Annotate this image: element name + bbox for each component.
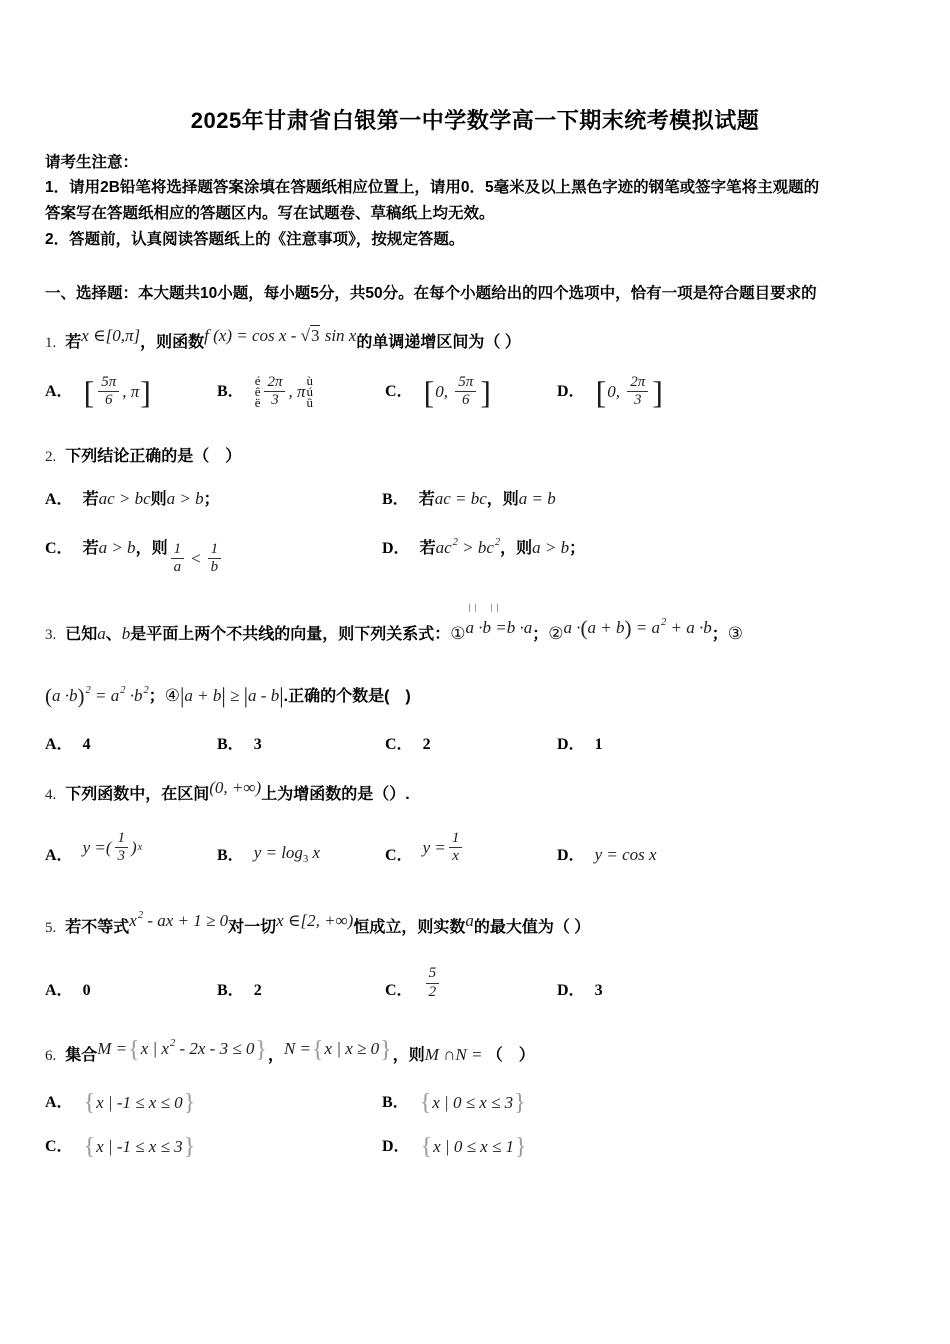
question-1-options xyxy=(45,374,950,410)
formula-part: , π xyxy=(122,381,140,401)
option-c xyxy=(385,965,557,1001)
stem-text: 的最大值为（ ） xyxy=(473,919,591,937)
question-6-stem xyxy=(45,1027,905,1073)
question-2-stem xyxy=(45,440,905,474)
option-text: ； xyxy=(569,539,586,557)
formula: y = cos x xyxy=(594,845,657,865)
formula-part: , π xyxy=(288,381,306,401)
formula: a > b xyxy=(166,488,204,508)
formula: ac = bc xyxy=(434,488,487,508)
fraction-denominator: 6 xyxy=(98,391,119,409)
abs-bar: | xyxy=(243,683,249,709)
option-label: B． xyxy=(217,982,244,1000)
option-label: B． xyxy=(382,1093,409,1111)
formula-part: f (x) = cos x - xyxy=(204,326,301,345)
formula-part: ac xyxy=(435,537,452,557)
brace: } xyxy=(255,1036,267,1063)
option-value: 2 xyxy=(253,982,262,1000)
option-text: ，则 xyxy=(486,490,519,508)
fraction xyxy=(627,374,648,410)
glyph: û xyxy=(306,395,314,411)
option-text: ； xyxy=(203,490,220,508)
option-label: A． xyxy=(45,982,73,1000)
question-4-stem xyxy=(45,771,905,812)
option-label: D． xyxy=(382,1137,410,1155)
formula xyxy=(83,830,143,866)
formula: ac > bc xyxy=(98,488,151,508)
superscript: 2 xyxy=(452,536,458,548)
stem-text: 集合 xyxy=(65,1046,98,1064)
option-d xyxy=(557,845,950,865)
superscript: x xyxy=(137,842,143,854)
option-c xyxy=(385,374,557,410)
fraction-denominator: 6 xyxy=(455,391,476,409)
superscript: 2 xyxy=(661,617,667,629)
option-value: 0 xyxy=(82,982,91,1000)
formula-part: 0, xyxy=(435,381,453,401)
formula-part: a ·b xyxy=(52,686,78,706)
notice-line-2: 答案写在答题纸相应的答题区内。写在试题卷、草稿纸上均无效。 xyxy=(45,205,495,222)
option-label: C． xyxy=(45,1137,73,1155)
formula-part: ) xyxy=(131,837,137,857)
notice-line-1: 1．请用2B铅笔将选择题答案涂填在答题纸相应位置上，请用0．5毫米及以上黑色字迹的钢笔或签字笔将主观题的 xyxy=(45,179,820,196)
option-label: D． xyxy=(557,736,585,754)
superscript: 2 xyxy=(143,685,149,697)
option-label: C． xyxy=(385,736,413,754)
formula-part: x xyxy=(308,843,320,863)
option-value: 1 xyxy=(594,736,603,754)
formula: a > b xyxy=(98,537,136,557)
option-label: C． xyxy=(385,846,413,864)
formula-part: x | x xyxy=(140,1038,169,1058)
question-5-options xyxy=(45,965,950,1001)
option-label: A． xyxy=(45,1093,73,1111)
option-c xyxy=(45,535,382,577)
corrupted-bracket-left xyxy=(254,373,261,411)
stem-text: 若不等式 xyxy=(65,919,130,937)
option-d xyxy=(557,982,950,1000)
formula xyxy=(436,537,501,558)
option-c xyxy=(45,1133,382,1160)
formula-part: a + b xyxy=(184,686,222,706)
option-a xyxy=(45,736,217,754)
paren: ) xyxy=(624,616,632,641)
fraction-denominator: 3 xyxy=(115,847,129,865)
formula xyxy=(254,843,320,865)
formula-part: y = xyxy=(422,837,446,857)
formula: a > b xyxy=(532,537,570,557)
formula-part: = a xyxy=(631,618,661,638)
stem-text: ； xyxy=(532,626,549,644)
option-text: 若 xyxy=(418,490,435,508)
fraction-numerator: 1 xyxy=(210,540,219,557)
formula-part: x | x ≥ 0 xyxy=(324,1038,380,1058)
option-label: B． xyxy=(217,736,244,754)
option-text: ，则 xyxy=(500,539,533,557)
formula-part: > bc xyxy=(457,537,494,557)
question-3-options xyxy=(45,736,950,754)
option-label: D． xyxy=(557,382,585,400)
brace: { xyxy=(312,1036,324,1063)
option-b xyxy=(217,736,385,754)
option-a xyxy=(45,830,217,866)
circled-number-1: ① xyxy=(450,624,466,644)
formula-part: a · xyxy=(563,618,581,638)
formula xyxy=(423,830,466,866)
formula xyxy=(129,911,228,930)
circled-number-2: ② xyxy=(548,624,564,644)
question-6 xyxy=(0,1027,950,1160)
formula: b xyxy=(121,624,131,644)
question-number: 5. xyxy=(45,920,57,937)
formula-part: x | 0 ≤ x ≤ 3 xyxy=(432,1092,514,1112)
option-label: A． xyxy=(45,382,73,400)
formula: x ∈[0,π] xyxy=(81,326,141,345)
fraction-numerator: 2π xyxy=(267,374,283,390)
page-title: 2025年甘肃省白银第一中学数学高一下期末统考模拟试题 xyxy=(190,108,760,133)
stem-text: 若 xyxy=(65,334,82,351)
formula-part: - ax + 1 ≥ 0 xyxy=(143,911,229,931)
option-a xyxy=(45,486,382,509)
radicand: 3 xyxy=(310,326,320,345)
fraction xyxy=(455,374,476,410)
formula-part: a + b xyxy=(587,618,625,638)
glyph: ë xyxy=(254,395,261,411)
question-2 xyxy=(0,440,950,577)
formula-part: + a ·b xyxy=(666,618,712,638)
option-b xyxy=(217,374,385,410)
question-number: 6. xyxy=(45,1047,57,1064)
notice-header: 请考生注意： xyxy=(45,154,139,171)
option-label: C． xyxy=(385,982,413,1000)
option-label: C． xyxy=(45,539,73,557)
question-2-options-row-1 xyxy=(45,486,950,509)
option-c xyxy=(385,736,557,754)
option-d xyxy=(382,535,950,558)
stem-text: 是平面上两个不共线的向量，则下列关系式： xyxy=(130,626,451,644)
superscript: 2 xyxy=(494,536,501,548)
fraction-numerator: 5π xyxy=(101,374,117,390)
formula xyxy=(168,541,225,577)
circled-number-4: ④ xyxy=(164,686,180,706)
question-3-stem-line-1 xyxy=(45,602,905,652)
question-2-options-row-2 xyxy=(45,535,950,577)
fraction-denominator: x xyxy=(449,847,463,865)
formula: M ∩N = xyxy=(424,1044,487,1064)
option-b xyxy=(217,843,385,865)
paren: ( xyxy=(580,616,588,641)
formula: a = b xyxy=(518,488,556,508)
formula xyxy=(204,325,356,345)
option-a xyxy=(45,1089,382,1116)
stem-text: .正确的个数是( ) xyxy=(283,688,411,706)
question-4-options xyxy=(45,830,950,866)
option-text: 若 xyxy=(82,539,99,557)
abs-bar: | xyxy=(221,683,226,709)
fraction xyxy=(449,830,463,866)
formula: [ $\frac{5\pi}{6}$ , π ] xyxy=(83,373,151,410)
fraction-denominator: 3 xyxy=(264,391,285,409)
formula: x ∈[2, +∞) xyxy=(276,911,354,931)
vector-ticks: | | | | xyxy=(468,602,500,613)
option-label: B． xyxy=(217,382,244,400)
question-3-stem-line-2 xyxy=(45,674,905,714)
fraction-numerator: 1 xyxy=(117,829,125,846)
formula: { x | -1 ≤ x ≤ 3 } xyxy=(83,1133,196,1160)
question-5 xyxy=(0,899,950,1001)
subscript: 3 xyxy=(302,854,309,866)
formula xyxy=(254,374,314,410)
glyph: é xyxy=(254,373,261,389)
stem-text: ； xyxy=(711,626,728,644)
formula xyxy=(465,602,533,645)
fraction-numerator: 2π xyxy=(630,374,646,390)
fraction xyxy=(264,374,285,410)
formula: a xyxy=(465,911,474,931)
paren: ) xyxy=(77,684,85,709)
question-3 xyxy=(0,602,950,754)
superscript: 2 xyxy=(120,685,126,697)
formula: { x | -1 ≤ x ≤ 0 } xyxy=(83,1089,196,1116)
formula: [ 0, $\frac{5\pi}{6}$ ] xyxy=(423,373,491,410)
question-number: 2. xyxy=(45,448,57,465)
option-value: 4 xyxy=(82,736,91,754)
formula-part: - 2x - 3 ≤ 0 xyxy=(175,1038,255,1058)
option-text: 若 xyxy=(419,539,436,557)
stem-text: 已知 xyxy=(65,626,98,644)
option-text: ，则 xyxy=(135,539,168,557)
option-label: C． xyxy=(385,382,413,400)
fraction-numerator: 5 xyxy=(428,965,437,982)
glyph: ù xyxy=(306,373,314,389)
brace: { xyxy=(128,1036,140,1063)
option-label: D． xyxy=(382,539,410,557)
option-text: 则 xyxy=(150,490,167,508)
formula: [ 0, $\frac{2\pi}{3}$ ] xyxy=(595,373,663,410)
question-number: 3. xyxy=(45,627,57,644)
option-label: B． xyxy=(217,846,244,864)
formula xyxy=(180,683,284,709)
formula-part: a - b xyxy=(248,686,280,706)
stem-text: 下列结论正确的是（ ） xyxy=(65,447,242,465)
option-a xyxy=(45,374,217,410)
superscript: 2 xyxy=(85,685,91,697)
option-value: 3 xyxy=(594,982,603,1000)
relation-sign: < xyxy=(191,548,201,568)
formula xyxy=(283,1036,393,1063)
brace: } xyxy=(380,1036,392,1063)
sqrt-sign: √ xyxy=(300,326,310,345)
fraction xyxy=(98,374,119,410)
notice-line-3: 2．答题前，认真阅读答题纸上的《注意事项》，按规定答题。 xyxy=(45,231,465,248)
question-4 xyxy=(0,771,950,866)
glyph: ê xyxy=(254,384,261,400)
formula-part: a ·b =b ·a xyxy=(465,618,533,638)
stem-text: 对一切 xyxy=(228,919,277,937)
formula-part: y =( xyxy=(82,837,112,857)
option-value: 3 xyxy=(253,736,262,754)
formula-part: = a xyxy=(90,686,120,706)
formula-part: x | -1 ≤ x ≤ 3 xyxy=(96,1136,183,1156)
stem-text: ，则函数 xyxy=(140,334,205,351)
option-d xyxy=(557,374,950,410)
question-5-stem xyxy=(45,899,905,945)
paren: ( xyxy=(45,684,52,709)
stem-text: 上为增函数的是（）. xyxy=(261,785,410,803)
fraction-denominator: 3 xyxy=(627,391,648,409)
option-text: 若 xyxy=(82,490,99,508)
fraction-denominator: a xyxy=(171,558,185,576)
formula-part: x | 0 ≤ x ≤ 1 xyxy=(433,1136,515,1156)
fraction-numerator: 1 xyxy=(451,829,460,846)
question-6-options-row-1 xyxy=(45,1089,950,1116)
formula: { x | 0 ≤ x ≤ 1 } xyxy=(420,1133,527,1160)
formula-part: sin x xyxy=(320,326,357,345)
stem-text: ，则 xyxy=(392,1046,425,1064)
fraction-numerator: 1 xyxy=(173,540,182,557)
stem-text: 的单调递增区间为（ ） xyxy=(356,334,521,351)
section-header: 一、选择题：本大题共10小题，每小题5分，共50分。在每个小题给出的四个选项中，恰有一项是符合题目要求的 xyxy=(45,285,817,302)
option-b xyxy=(217,982,385,1000)
formula: { x | 0 ≤ x ≤ 3 } xyxy=(419,1089,526,1116)
question-1 xyxy=(0,319,950,410)
option-label: A． xyxy=(45,846,73,864)
relation-sign: ≥ xyxy=(225,686,244,706)
option-label: D． xyxy=(557,846,585,864)
option-label: A． xyxy=(45,490,73,508)
option-d xyxy=(382,1133,950,1160)
fraction xyxy=(208,541,222,577)
formula-part: x xyxy=(129,911,137,931)
fraction-denominator: b xyxy=(208,558,222,576)
formula xyxy=(97,1036,268,1063)
option-label: D． xyxy=(557,982,585,1000)
stem-text: 恒成立，则实数 xyxy=(353,919,466,937)
fraction xyxy=(171,541,185,577)
formula-part: 0, xyxy=(607,381,625,401)
option-c xyxy=(385,830,557,866)
circled-number-3: ③ xyxy=(727,624,744,644)
option-label: A． xyxy=(45,736,73,754)
abs-bar: | xyxy=(180,683,185,709)
stem-text: ； xyxy=(148,688,165,706)
option-value: 2 xyxy=(422,736,431,754)
corrupted-bracket-right xyxy=(306,373,314,411)
fraction xyxy=(115,830,129,866)
fraction-denominator: 2 xyxy=(426,983,440,1001)
stem-text: 下列函数中，在区间 xyxy=(65,785,210,803)
fraction-numerator: 5π xyxy=(458,374,474,390)
superscript: 2 xyxy=(137,910,144,922)
question-number: 4. xyxy=(45,786,57,803)
formula-part: x | -1 ≤ x ≤ 0 xyxy=(96,1092,183,1112)
formula xyxy=(563,616,712,641)
option-a xyxy=(45,982,217,1000)
formula-part: ·b xyxy=(125,686,143,706)
formula xyxy=(45,684,149,709)
fraction xyxy=(426,965,440,1001)
glyph: ú xyxy=(306,384,314,400)
stem-text: （ ） xyxy=(486,1046,535,1064)
superscript: 2 xyxy=(169,1037,176,1049)
stem-text: 、 xyxy=(105,626,122,644)
formula: (0, +∞) xyxy=(209,777,262,797)
abs-bar: | xyxy=(279,683,284,709)
question-number: 1. xyxy=(45,335,57,351)
question-1-stem xyxy=(45,319,905,360)
option-b xyxy=(382,486,950,509)
option-label: B． xyxy=(382,490,409,508)
formula-part: M = xyxy=(97,1038,128,1058)
question-6-options-row-2 xyxy=(45,1133,950,1160)
formula: a xyxy=(97,624,106,644)
option-d xyxy=(557,736,950,754)
stem-text: ， xyxy=(267,1046,284,1064)
formula-part: N = xyxy=(283,1038,312,1058)
formula-part: y = log xyxy=(253,843,303,863)
option-b xyxy=(382,1089,950,1116)
